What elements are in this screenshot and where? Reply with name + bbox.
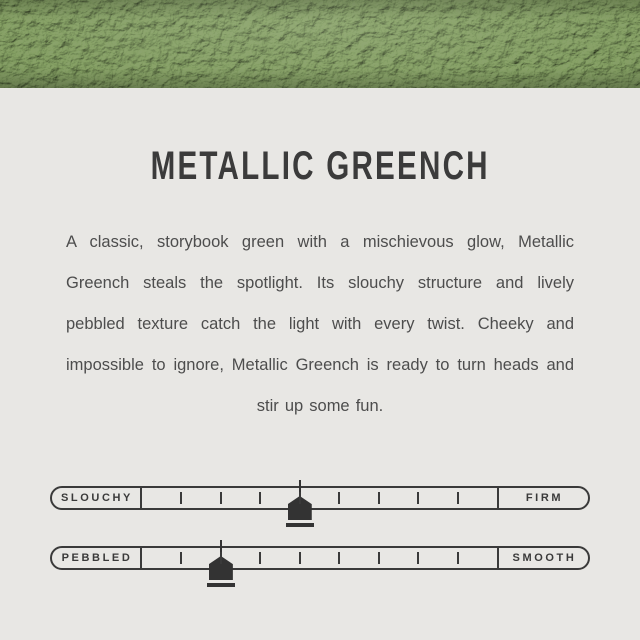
title-row	[0, 146, 640, 186]
description-line: impossible to ignore, Metallic Greench is ready to turn heads and	[66, 356, 574, 374]
marker-base	[207, 583, 235, 587]
scale-track	[142, 488, 497, 508]
pebbled-smooth-scale	[50, 546, 590, 570]
leather-texture-image	[0, 0, 640, 88]
description-line: pebbled texture catch the light with every twist. Cheeky and	[66, 315, 574, 333]
tick-mark	[338, 552, 340, 564]
page-title: METALLIC GREENCH	[150, 144, 490, 188]
tick-mark	[378, 492, 380, 504]
slouchy-firm-scale	[50, 486, 590, 510]
scale-left-label: SLOUCHY	[52, 488, 142, 508]
tick-mark	[259, 552, 261, 564]
scale-right-label: FIRM	[497, 488, 588, 508]
tick-mark	[180, 552, 182, 564]
marker-base	[286, 523, 314, 527]
description-line: stir up some fun.	[256, 397, 384, 415]
description-line: Greench steals the spotlight. Its slouchy structure and lively	[66, 274, 574, 292]
scale-right-label: SMOOTH	[497, 548, 588, 568]
tick-mark	[299, 492, 301, 504]
tick-mark	[457, 492, 459, 504]
scale-left-label: PEBBLED	[52, 548, 142, 568]
tick-mark	[180, 492, 182, 504]
description-line: A classic, storybook green with a mischievous glow, Metallic	[66, 233, 574, 251]
tick-mark	[259, 492, 261, 504]
product-description	[66, 222, 574, 427]
tick-mark	[457, 552, 459, 564]
tick-mark	[220, 492, 222, 504]
tick-mark	[338, 492, 340, 504]
scale-track	[142, 548, 497, 568]
tick-mark	[378, 552, 380, 564]
tick-mark	[299, 552, 301, 564]
leather-vignette-overlay	[0, 0, 640, 88]
tick-mark	[417, 552, 419, 564]
tick-mark	[220, 552, 222, 564]
tick-mark	[417, 492, 419, 504]
